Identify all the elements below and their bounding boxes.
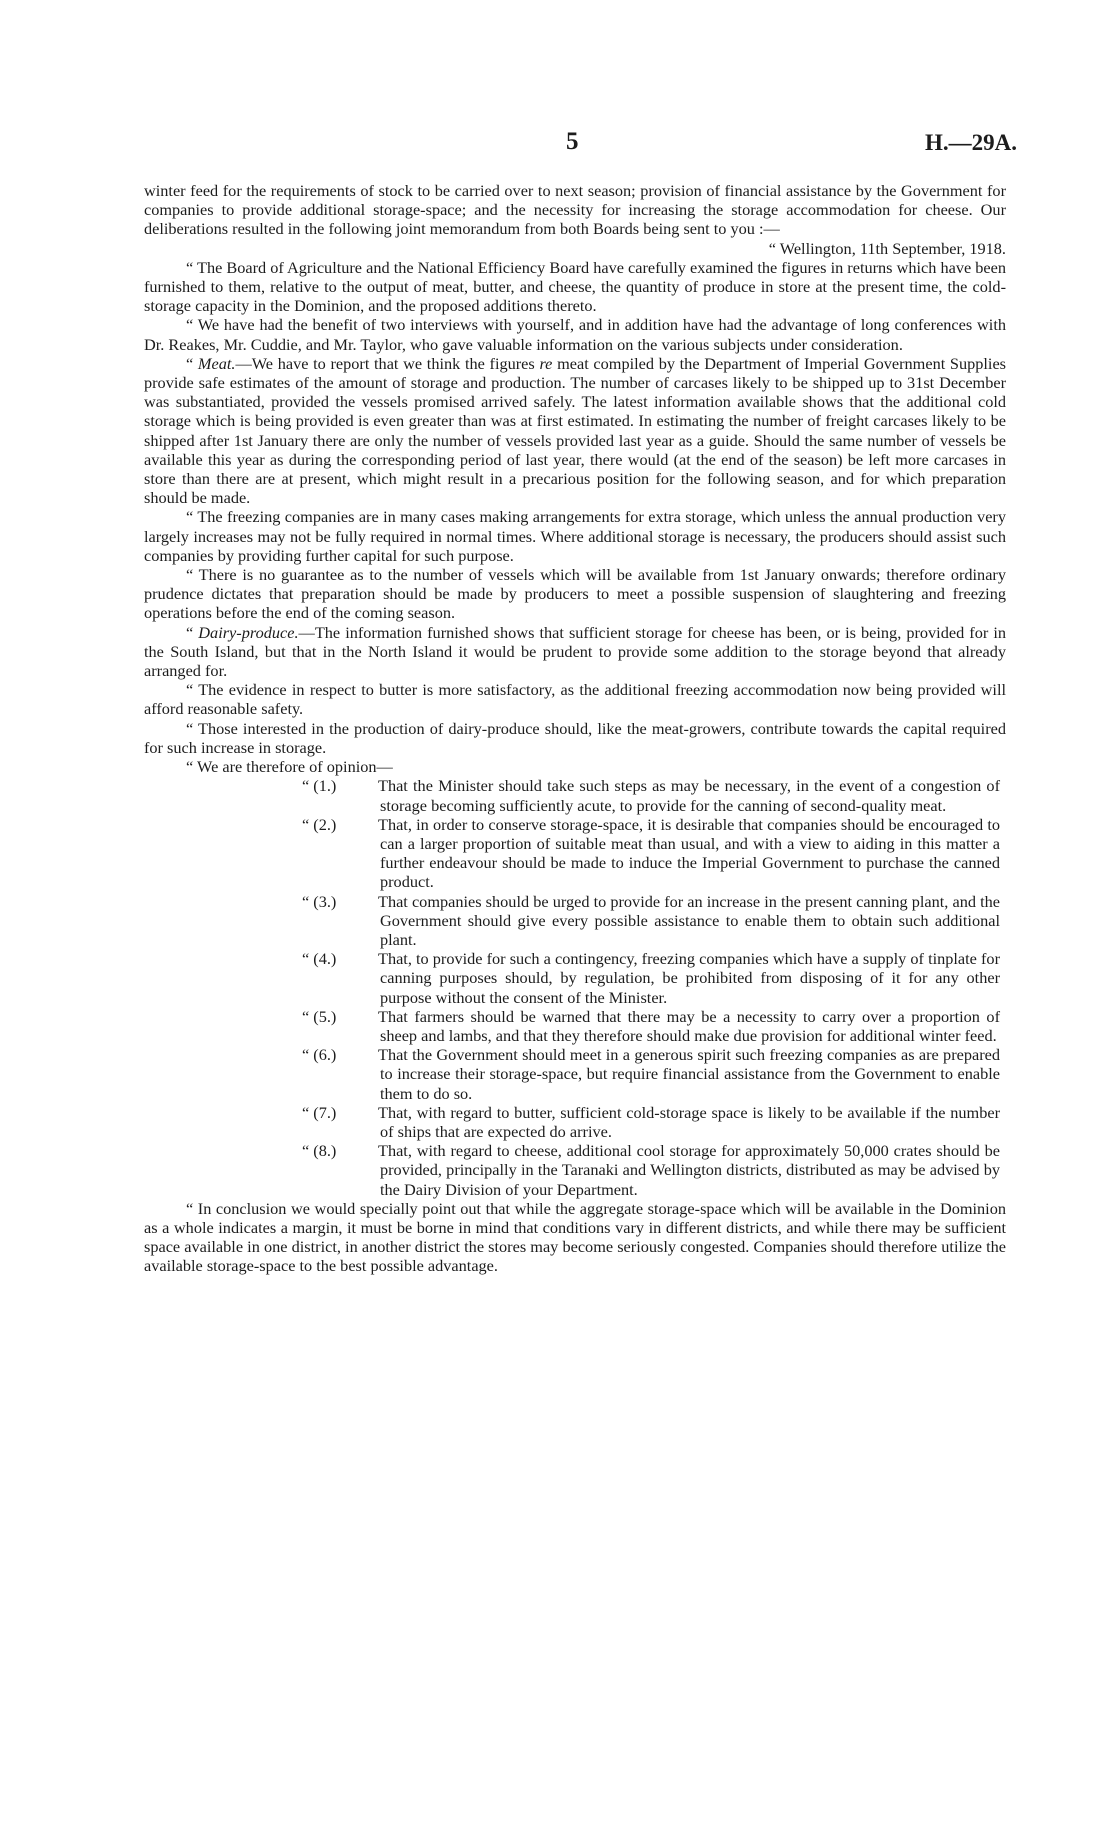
opinion-item — [302, 892, 1000, 950]
opinion-text: That the Government should meet in a generous spirit such freezing companies as are prepared to increase their storage-space, but require financial assistance from the Government to enable them to do so. — [378, 1045, 1000, 1103]
opinion-text: That the Minister should take such steps as may be necessary, in the event of a congestion of storage becoming sufficiently acute, to provide for the canning of second-quality meat. — [378, 776, 1000, 815]
memo-paragraph-interviews: “ We have had the benefit of two interviews with yourself, and in addition have had the advantage of long conferences with Dr. Reakes, Mr. Cuddie, and Mr. Taylor, who gave valuable information on the various subjects under consideration. — [144, 315, 1006, 354]
opinion-number: “ (8.) — [302, 1141, 337, 1161]
memo-dateline: “ Wellington, 11th September, 1918. — [768, 238, 1006, 258]
opinion-text: That, in order to conserve storage-space, it is desirable that companies should be encouraged to can a larger proportion of suitable meat than usual, and with a view to aiding in this matter a further endeavour should be made to induce the Imperial Government to purchase the canned product. — [378, 814, 1000, 892]
opinion-text: That, to provide for such a contingency, freezing companies which have a supply of tinplate for canning purposes should, by regulation, be prohibited from disposing of it for any other purpose without the consent of the Minister. — [378, 949, 1000, 1007]
memo-paragraph-butter: “ The evidence in respect to butter is more satisfactory, as the additional freezing accommodation now being provided will afford reasonable safety. — [144, 680, 1006, 719]
opinion-item — [302, 776, 1000, 814]
opinion-item — [302, 1103, 1000, 1141]
quote-open: “ — [186, 622, 199, 642]
opinion-item — [302, 1045, 1000, 1103]
meat-text-a: —We have to report that we think the figures — [235, 353, 540, 373]
memo-paragraph-opinion: “ We are therefore of opinion— — [186, 757, 393, 777]
memo-paragraph-vessels: “ There is no guarantee as to the number of vessels which will be available from 1st January onwards; therefore ordinary prudence dictates that preparation should be made by producers to meet a possible suspension of slaughtering and freezing operations before the end of the coming season. — [144, 565, 1006, 623]
opinion-text: That, with regard to butter, sufficient cold-storage space is likely to be available if the number of ships that are expected do arrive. — [378, 1102, 1000, 1141]
document-reference: H.—29A. — [925, 130, 1017, 155]
memo-paragraph-contribute: “ Those interested in the production of dairy-produce should, like the meat-growers, contribute towards the capital required for such increase in storage. — [144, 718, 1006, 757]
opinion-number: “ (1.) — [302, 776, 337, 796]
opinion-text: That companies should be urged to provide for an increase in the present canning plant, and the Government should give every possible assistance to enable them to obtain such additional plant. — [378, 891, 1000, 949]
re-word: re — [539, 353, 553, 373]
memo-paragraph-conclusion: “ In conclusion we would specially point out that while the aggregate storage-space which will be available in the Dominion as a whole indicates a margin, it must be borne in mind that conditions vary in different districts, and while there may be sufficient space available in one district, in another district the stores may become seriously congested. Companies should therefore utilize the available storage-space to the best possible advantage. — [144, 1198, 1006, 1276]
opinion-item — [302, 815, 1000, 892]
opinion-number: “ (3.) — [302, 891, 337, 911]
opinion-item — [302, 1141, 1000, 1199]
memo-paragraph-freezing: “ The freezing companies are in many cases making arrangements for extra storage, which unless the annual production very largely increases may not be fully required in normal times. Where additional storage is necessary, the producers should assist such companies by providing further capital for such purpose. — [144, 507, 1006, 565]
dairy-text: —The information furnished shows that sufficient storage for cheese has been, or is being, provided for in the South Island, but that in the North Island it would be prudent to provide some addition to the storage beyond that already arranged for. — [144, 622, 1006, 681]
opinion-number: “ (5.) — [302, 1006, 337, 1026]
opinion-list — [302, 776, 1000, 1198]
opinion-text: That, with regard to cheese, additional cool storage for approximately 50,000 crates should be provided, principally in the Taranaki and Wellington districts, distributed as may be advised by the Dairy Division of your Department. — [378, 1141, 1000, 1199]
opinion-number: “ (6.) — [302, 1045, 337, 1065]
opinion-number: “ (7.) — [302, 1102, 337, 1122]
quote-open: “ — [186, 353, 198, 373]
memo-paragraph-boards: “ The Board of Agriculture and the National Efficiency Board have carefully examined the figures in returns which have been furnished to them, relative to the output of meat, butter, and cheese, the quantity of produce in store at the present time, the cold-storage capacity in the Dominion, and the proposed additions thereto. — [144, 257, 1006, 316]
memo-paragraph-meat — [144, 354, 1006, 508]
meat-text-b: meat compiled by the Department of Imperial Government Supplies provide safe estimates of the amount of storage and production. The number of carcases likely to be shipped up to 31st December was substantiated, provided the vessels promised arrived safely. The latest information available shows that the additional cold storage which is being provided is even greater than was at first estimated. In estimating the number of freight carcases likely to be shipped after 1st January there are only the number of vessels provided last year as a guide. Should the same number of vessels be available this year as during the corresponding period of last year, there would (at the end of the season) be left more carcases in store than there are at present, which might result in a precarious position for the following season, and for which preparation should be made. — [144, 353, 1007, 508]
intro-paragraph: winter feed for the requirements of stock to be carried over to next season; provision of financial assistance by the Government for companies to provide additional storage-space; and the necessity for increasing the storage accommodation for cheese. Our deliberations resulted in the following joint memorandum from both Boards being sent to you :— — [144, 181, 1006, 239]
opinion-item — [302, 949, 1000, 1007]
memo-paragraph-dairy — [144, 623, 1006, 681]
dairy-heading: Dairy-produce. — [198, 622, 299, 642]
opinion-text: That farmers should be warned that there may be a necessity to carry over a proportion of sheep and lambs, and that they therefore should make due provision for additional winter feed. — [378, 1006, 1000, 1045]
opinion-number: “ (2.) — [302, 814, 337, 834]
opinion-item — [302, 1007, 1000, 1045]
opinion-number: “ (4.) — [302, 949, 337, 969]
page-number: 5 — [566, 128, 579, 155]
meat-heading: Meat. — [197, 353, 236, 373]
document-body — [144, 181, 1006, 1276]
